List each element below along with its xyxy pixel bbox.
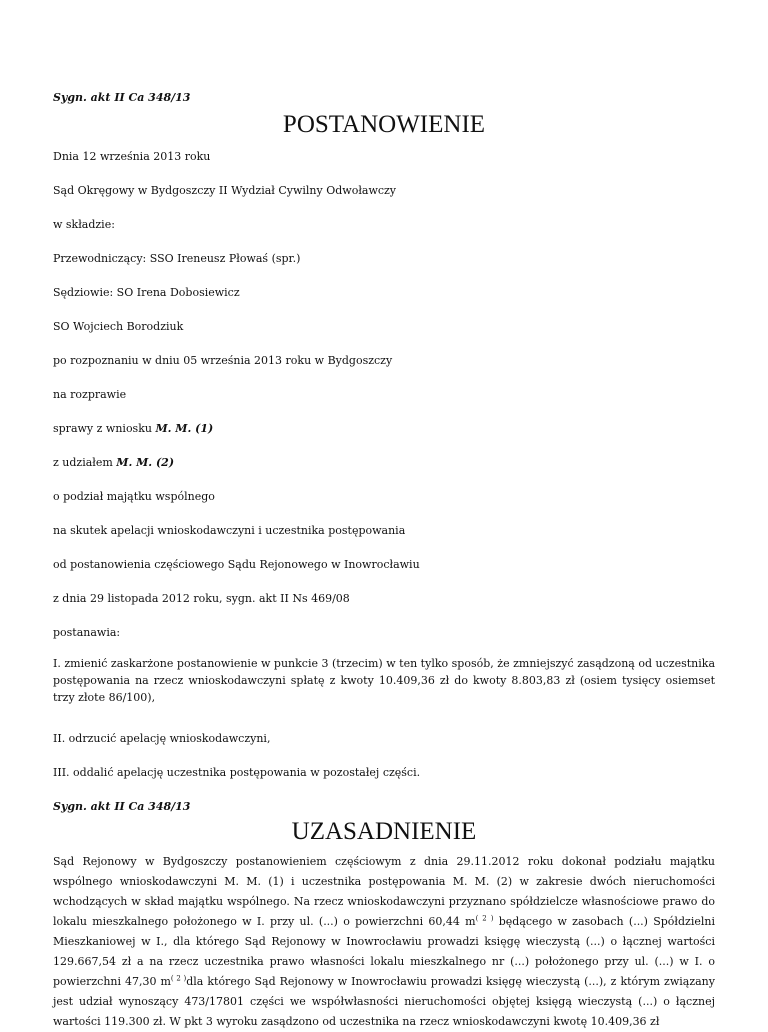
justification-title: UZASADNIENIE [291,818,477,845]
composition-line: w składzie: [53,218,115,231]
hearing-line: po rozpoznaniu w dniu 05 września 2013 roku w Bydgoszczy [53,354,393,367]
document-title: POSTANOWIENIE [282,111,486,138]
applicant-name: M. M. (1) [155,422,214,435]
subject-line: o podział majątku wspólnego [53,490,215,503]
chair-line: Przewodniczący: SSO Ireneusz Płowaś (spr.) [53,252,301,265]
case-line [53,422,213,436]
judge2-line: SO Wojciech Borodziuk [53,320,184,333]
decision-date-line: z dnia 29 listopada 2012 roku, sygn. akt II Ns 469/08 [53,592,350,605]
decides-line: postanawia: [53,626,121,639]
appeal-line: na skutek apelacji wnioskodawczyni i uczestnika postępowania [53,524,406,537]
from-decision-line: od postanowienia częściowego Sądu Rejonowego w Inowrocławiu [53,558,420,571]
justification-part-3: dla którego Sąd Rejonowy w Inowrocławiu prowadzi księgę wieczystą (...), z którym związany jest udział wynoszący 473/17801 części we współwłasności nieruchomości objętej księgą wieczystą (...) o łącznej wartości 119.300 zł. W pkt 3 wyroku zasądzono od uczestnika na rzecz wnioskodawczyni kwotę 10.409,36 zł [53,975,715,1028]
judges-line: Sędziowie: SO Irena Dobosiewicz [53,286,240,299]
participation-prefix: z udziałem [53,456,117,469]
case-signature-2: Sygn. akt II Ca 348/13 [53,800,191,813]
case-prefix: sprawy z wniosku [53,422,156,435]
superscript-1: ( 2 ) [475,914,494,923]
session-line: na rozprawie [53,388,127,401]
superscript-2: ( 2 ) [170,974,187,983]
participant-name: M. M. (2) [116,456,175,469]
ruling-3: III. oddalić apelację uczestnika postępowania w pozostałej części. [53,766,421,779]
justification-part-2: będącego w zasobach (...) Spółdzielni Mieszkaniowej w I., dla którego Sąd Rejonowy w Inowrocławiu prowadzi księgę wieczystą (...) o łącznej wartości 129.667,54 zł a na rzecz uczestnika prawo własności lokalu mieszkalnego nr (...) położonego przy ul. (...) w I. o powierzchni 47,30 m [53,915,715,988]
date-line: Dnia 12 września 2013 roku [53,150,211,163]
justification-text [53,852,715,1032]
court-line: Sąd Okręgowy w Bydgoszczy II Wydział Cywilny Odwoławczy [53,184,397,197]
justification-part-1: Sąd Rejonowy w Bydgoszczy postanowieniem częściowym z dnia 29.11.2012 roku dokonał podziału majątku wspólnego wnioskodawczyni M. M. (1) i uczestnika postępowania M. M. (2) w zakresie dwóch nieruchomości wchodzących w skład majątku wspólnego. Na rzecz wnioskodawczyni przyznano spółdzielcze własnościowe prawo do lokalu mieszkalnego położonego w I. przy ul. (...) o powierzchni 60,44 m [53,855,715,928]
participation-line [53,456,174,470]
ruling-1: I. zmienić zaskarżone postanowienie w punkcie 3 (trzecim) w ten tylko sposób, że zmniejszyć zasądzoną od uczestnika postępowania na rzecz wnioskodawczyni spłatę z kwoty 10.409,36 zł do kwoty 8.803,83 zł (osiem tysięcy osiemset trzy złote 86/100), [53,657,715,704]
case-signature: Sygn. akt II Ca 348/13 [53,91,191,104]
ruling-2: II. odrzucić apelację wnioskodawczyni, [53,732,271,745]
